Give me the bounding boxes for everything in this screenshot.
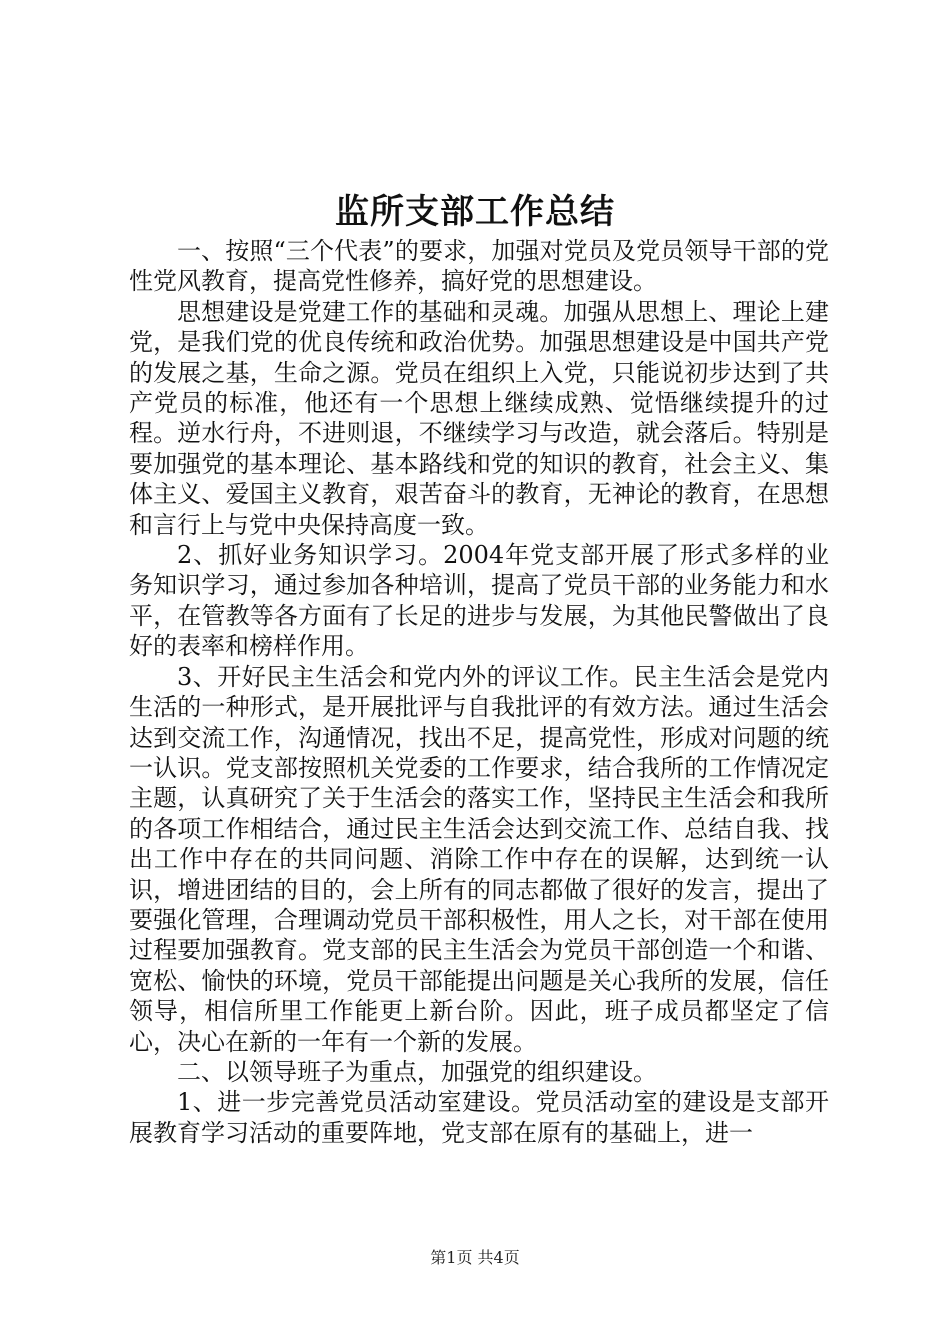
- page-title: 监所支部工作总结: [335, 192, 615, 232]
- document-body: [129, 236, 829, 1148]
- paragraph: 2、抓好业务知识学习。2004年党支部开展了形式多样的业务知识学习，通过参加各种培训，提高了党员干部的业务能力和水平，在管教等各方面有了长足的进步与发展，为其他民警做出了良好的表率和榜样作用。: [129, 541, 829, 661]
- paragraph: 3、开好民主生活会和党内外的评议工作。民主生活会是党内生活的一种形式，是开展批评与自我批评的有效方法。通过生活会达到交流工作，沟通情况，找出不足，提高党性，形成对问题的统一认识。党支部按照机关党委的工作要求，结合我所的工作情况定主题，认真研究了关于生活会的落实工作，坚持民主生活会和我所的各项工作相结合，通过民主生活会达到交流工作、总结自我、找出工作中存在的共同问题、消除工作中存在的误解，达到统一认识，增进团结的目的，会上所有的同志都做了很好的发言，提出了要强化管理，合理调动党员干部积极性，用人之长，对干部在使用过程要加强教育。党支部的民主生活会为党员干部创造一个和谐、宽松、愉快的环境，党员干部能提出问题是关心我所的发展，信任领导，相信所里工作能更上新台阶。因此，班子成员都坚定了信心，决心在新的一年有一个新的发展。: [129, 662, 829, 1056]
- paragraph: 思想建设是党建工作的基础和灵魂。加强从思想上、理论上建党，是我们党的优良传统和政治优势。加强思想建设是中国共产党的发展之基，生命之源。党员在组织上入党，只能说初步达到了共产党员的标准，他还有一个思想上继续成熟、觉悟继续提升的过程。逆水行舟，不进则退，不继续学习与改造，就会落后。特别是要加强党的基本理论、基本路线和党的知识的教育，社会主义、集体主义、爱国主义教育，艰苦奋斗的教育，无神论的教育，在思想和言行上与党中央保持高度一致。: [129, 297, 829, 539]
- paragraph: 二、以领导班子为重点，加强党的组织建设。: [177, 1057, 657, 1086]
- page-footer: 第1页 共4页: [430, 1248, 520, 1267]
- paragraph: 一、按照“三个代表”的要求，加强对党员及党员领导干部的党性党风教育，提高党性修养，搞好党的思想建设。: [129, 237, 829, 296]
- paragraph: 1、进一步完善党员活动室建设。党员活动室的建设是支部开展教育学习活动的重要阵地，党支部在原有的基础上，进一: [129, 1088, 829, 1147]
